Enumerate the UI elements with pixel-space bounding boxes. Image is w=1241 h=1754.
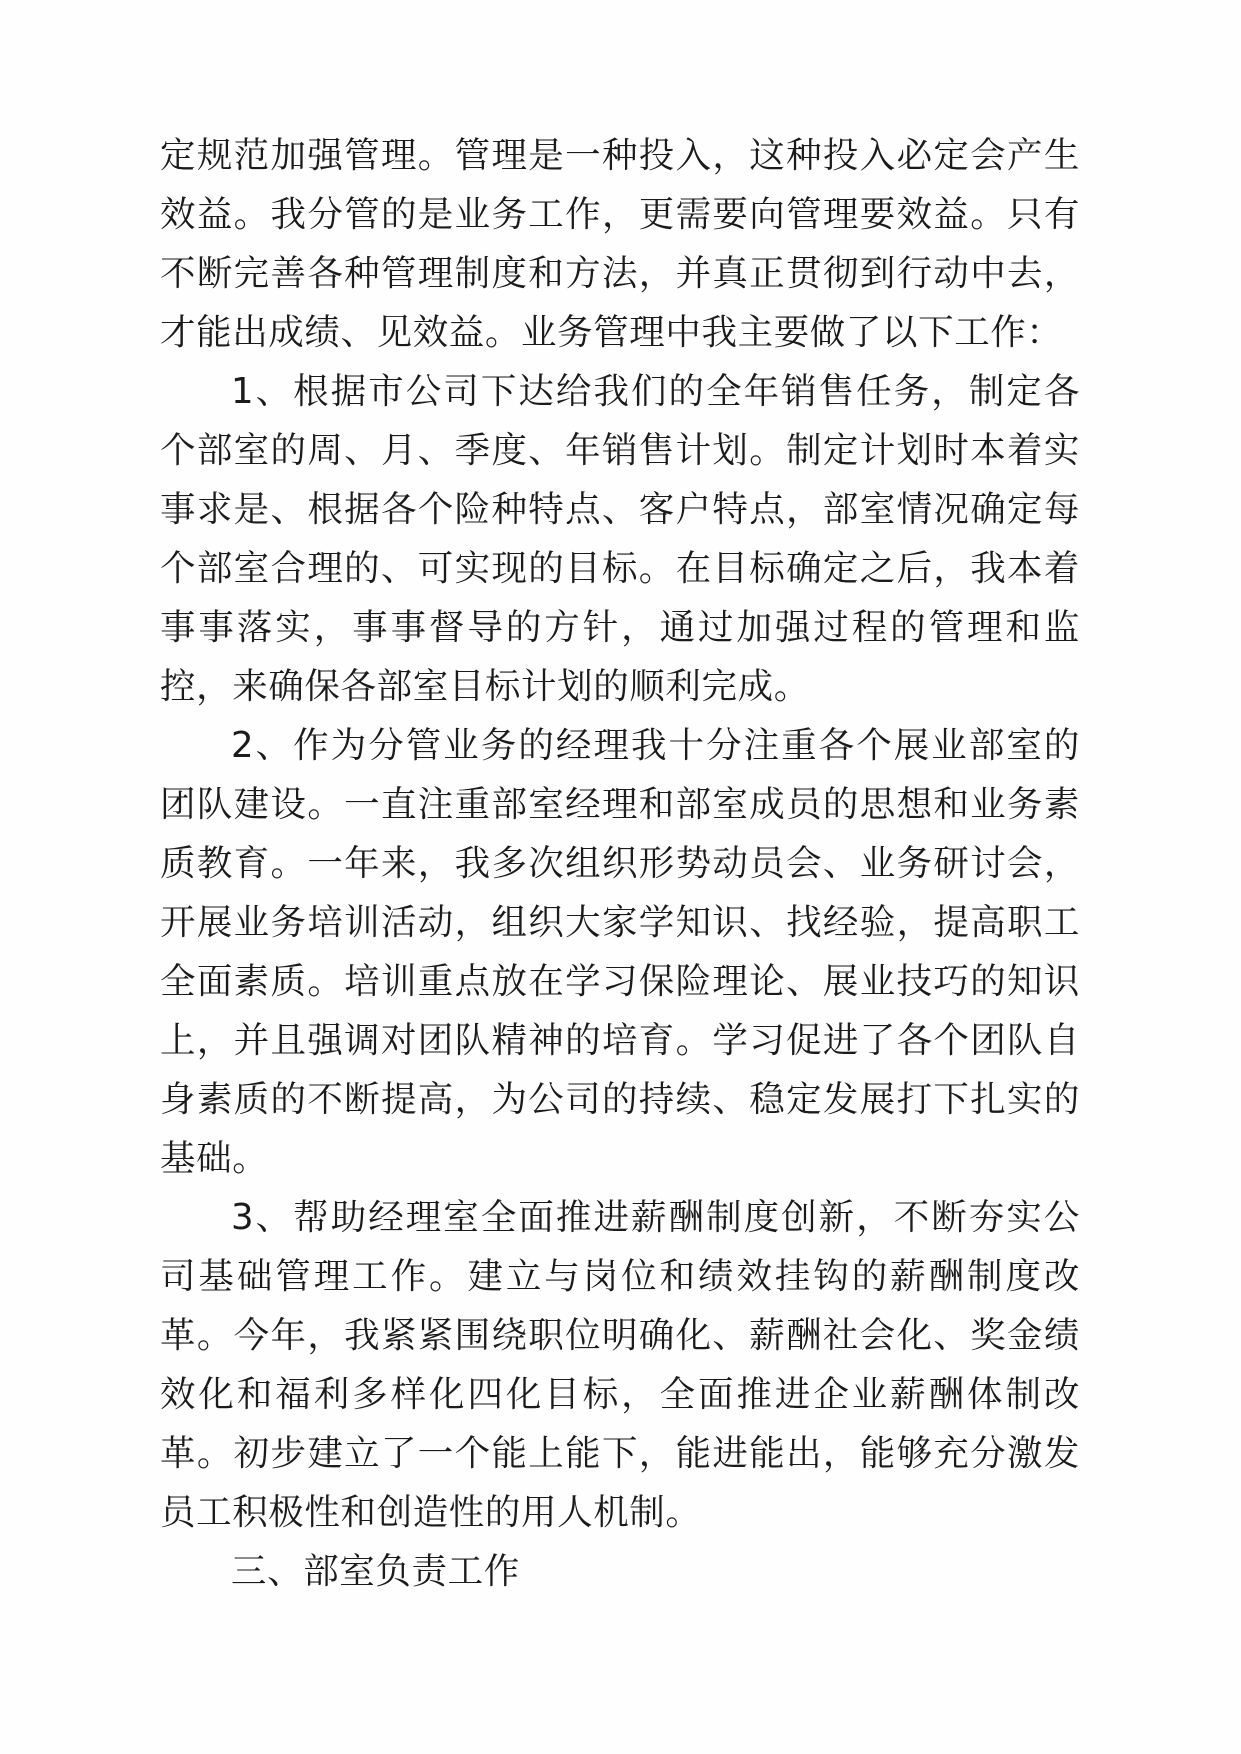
- paragraph: 3、帮助经理室全面推进薪酬制度创新，不断夯实公司基础管理工作。建立与岗位和绩效挂钩的薪酬制度改革。今年，我紧紧围绕职位明确化、薪酬社会化、奖金绩效化和福利多样化四化目标，全面推进企业薪酬体制改革。初步建立了一个能上能下，能进能出，能够充分激发员工积极性和创造性的用人机制。: [160, 1197, 1080, 1533]
- section-heading: 三、部室负责工作: [231, 1551, 520, 1592]
- document-body: [160, 126, 1080, 1601]
- paragraph: 2、作为分管业务的经理我十分注重各个展业部室的团队建设。一直注重部室经理和部室成员的思想和业务素质教育。一年来，我多次组织形势动员会、业务研讨会，开展业务培训活动，组织大家学知识、找经验，提高职工全面素质。培训重点放在学习保险理论、展业技巧的知识上，并且强调对团队精神的培育。学习促进了各个团队自身素质的不断提高，为公司的持续、稳定发展打下扎实的基础。: [160, 725, 1080, 1179]
- paragraph: 定规范加强管理。管理是一种投入，这种投入必定会产生效益。我分管的是业务工作，更需要向管理要效益。只有不断完善各种管理制度和方法，并真正贯彻到行动中去，才能出成绩、见效益。业务管理中我主要做了以下工作：: [160, 135, 1080, 353]
- paragraph: 1、根据市公司下达给我们的全年销售任务，制定各个部室的周、月、季度、年销售计划。制定计划时本着实事求是、根据各个险种特点、客户特点，部室情况确定每个部室合理的、可实现的目标。在目标确定之后，我本着事事落实，事事督导的方针，通过加强过程的管理和监控，来确保各部室目标计划的顺利完成。: [160, 371, 1080, 707]
